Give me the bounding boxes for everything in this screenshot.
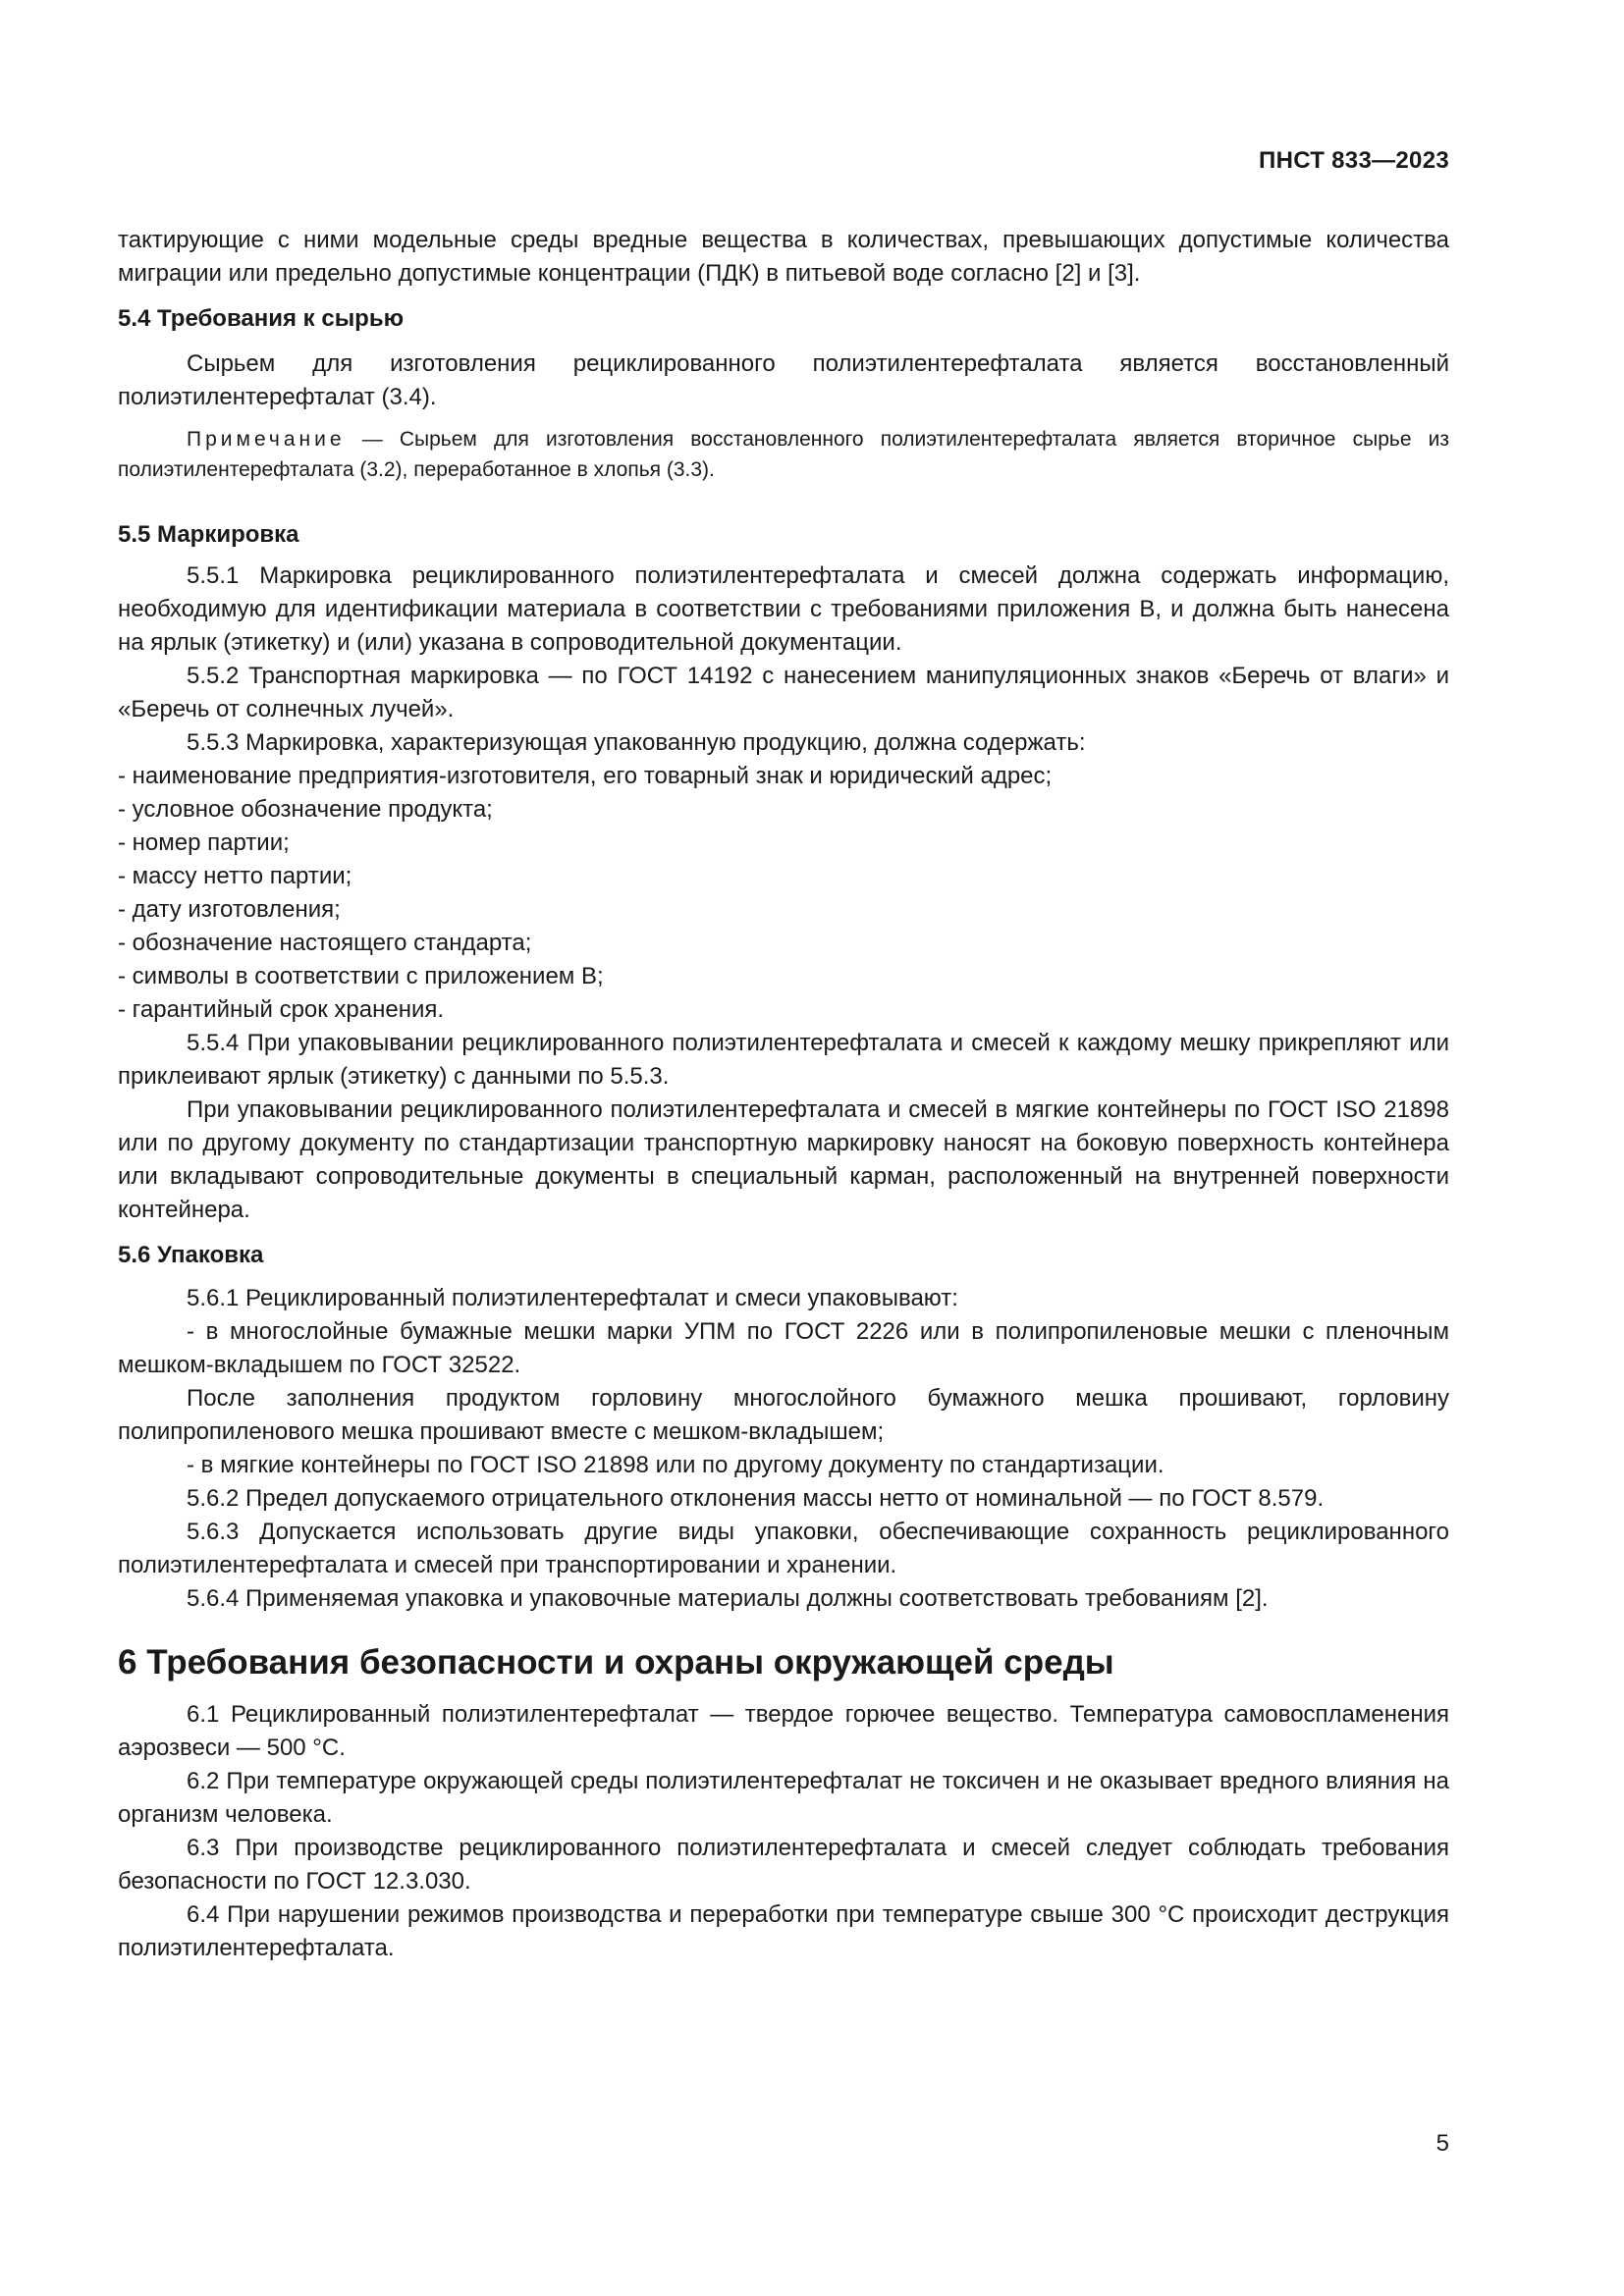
note-text: — Сырьем для изготовления восстановленного полиэтилентерефталата является вторичное сырье из полиэтилентерефталата (3.2), переработанное в хлопья (3.3).	[118, 428, 1449, 481]
paragraph-6-1: 6.1 Рециклированный полиэтилентерефталат — твердое горючее вещество. Температура самовоспламенения аэрозвеси — 500 °С.	[118, 1701, 1449, 1761]
paragraph-5-6-1-item-2: - в мягкие контейнеры по ГОСТ ISO 21898 или по другому документу по стандартизации.	[187, 1452, 1164, 1478]
paragraph-5-5-4-cont: При упаковывании рециклированного полиэтилентерефталата и смесей в мягкие контейнеры по ГОСТ ISO 21898 или по другому документу по стандартизации транспортную маркировку наносят на боковую поверхность контейнера или вкладывают сопроводительные документы в специальный карман, расположенный на внутренней поверхности контейнера.	[118, 1096, 1449, 1223]
paragraph-6-2: 6.2 При температуре окружающей среды полиэтилентерефталат не токсичен и не оказывает вредного влияния на организм человека.	[118, 1768, 1449, 1828]
heading-5-6: 5.6 Упаковка	[118, 1242, 264, 1268]
list-item: - номер партии;	[118, 829, 290, 856]
paragraph-5-6-1-cont: После заполнения продуктом горловину многослойного бумажного мешка прошивают, горловину полипропиленового мешка прошивают вместе с мешком-вкладышем;	[118, 1385, 1449, 1445]
paragraph-5-4: Сырьем для изготовления рециклированного полиэтилентерефталата является восстановленный полиэтилентерефталат (3.4).	[118, 350, 1449, 410]
paragraph-5-5-2: 5.5.2 Транспортная маркировка — по ГОСТ 14192 с нанесением манипуляционных знаков «Беречь от влаги» и «Беречь от солнечных лучей».	[118, 663, 1449, 722]
paragraph-5-6-2: 5.6.2 Предел допускаемого отрицательного отклонения массы нетто от номинальной — по ГОСТ 8.579.	[187, 1485, 1325, 1512]
paragraph-5-6-3: 5.6.3 Допускается использовать другие виды упаковки, обеспечивающие сохранность рециклированного полиэтилентерефталата и смесей при транспортировании и хранении.	[118, 1519, 1449, 1578]
heading-section-6: 6 Требования безопасности и охраны окружающей среды	[118, 1643, 1114, 1682]
list-item: - условное обозначение продукта;	[118, 796, 493, 823]
list-item: - дату изготовления;	[118, 896, 341, 923]
list-item: - наименование предприятия-изготовителя, его товарный знак и юридический адрес;	[118, 763, 1053, 789]
list-item: - обозначение настоящего стандарта;	[118, 930, 532, 956]
paragraph-6-3: 6.3 При производстве рециклированного полиэтилентерефталата и смесей следует соблюдать требования безопасности по ГОСТ 12.3.030.	[118, 1835, 1449, 1895]
paragraph-5-5-1: 5.5.1 Маркировка рециклированного полиэтилентерефталата и смесей должна содержать информацию, необходимую для идентификации материала в соответствии с требованиями приложения В, и должна быть нанесена на ярлык (этикетку) и (или) указана в сопроводительной документации.	[118, 562, 1449, 656]
paragraph-5-5-4: 5.5.4 При упаковывании рециклированного полиэтилентерефталата и смесей к каждому мешку прикрепляют или приклеивают ярлык (этикетку) с данными по 5.5.3.	[118, 1030, 1449, 1090]
continuation-paragraph: тактирующие с ними модельные среды вредные вещества в количествах, превышающих допустимые количества миграции или предельно допустимые концентрации (ПДК) в питьевой воде согласно [2] и [3].	[118, 227, 1449, 287]
heading-5-4: 5.4 Требования к сырью	[118, 305, 405, 332]
paragraph-5-6-1: 5.6.1 Рециклированный полиэтилентерефталат и смеси упаковывают:	[187, 1285, 958, 1311]
list-item: - символы в соответствии с приложением В;	[118, 963, 604, 989]
heading-5-5: 5.5 Маркировка	[118, 521, 299, 548]
note-label: Примечание	[187, 428, 346, 451]
paragraph-5-5-3: 5.5.3 Маркировка, характеризующая упакованную продукцию, должна содержать:	[187, 729, 1086, 756]
page-content	[118, 224, 1449, 1965]
paragraph-5-6-1-item-1: - в многослойные бумажные мешки марки УПМ по ГОСТ 2226 или в полипропиленовые мешки с пленочным мешком-вкладышем по ГОСТ 32522.	[118, 1318, 1449, 1378]
paragraph-5-6-4: 5.6.4 Применяемая упаковка и упаковочные материалы должны соответствовать требованиям [2].	[187, 1585, 1269, 1612]
paragraph-6-4: 6.4 При нарушении режимов производства и переработки при температуре свыше 300 °С происходит деструкция полиэтилентерефталата.	[118, 1901, 1449, 1961]
document-code-header: ПНСТ 833—2023	[1259, 147, 1449, 174]
page-number: 5	[1435, 2130, 1449, 2157]
list-item: - массу нетто партии;	[118, 863, 352, 889]
note-5-4	[118, 424, 1449, 485]
list-item: - гарантийный срок хранения.	[118, 996, 445, 1023]
